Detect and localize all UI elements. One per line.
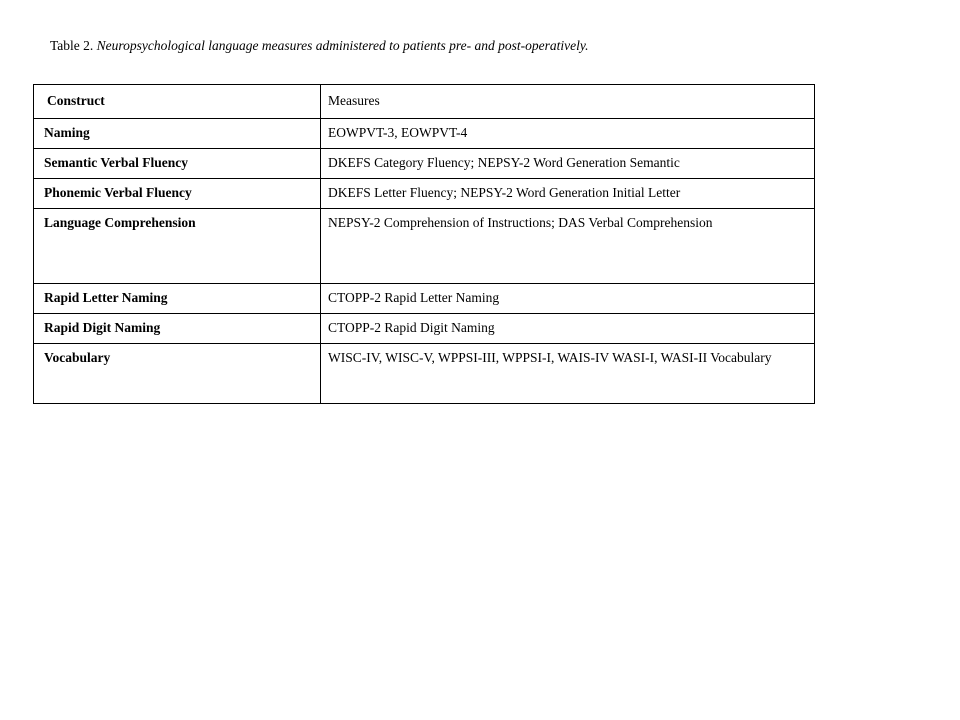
table-row xyxy=(34,178,815,208)
table-row xyxy=(34,148,815,178)
cell-construct: Naming xyxy=(34,118,321,148)
cell-measures xyxy=(321,344,815,404)
cell-measures: CTOPP-2 Rapid Digit Naming xyxy=(321,314,815,344)
caption-label: Table 2. xyxy=(50,38,94,53)
language-measures-table xyxy=(33,84,815,404)
table-row xyxy=(34,284,815,314)
cell-measures: EOWPVT-3, EOWPVT-4 xyxy=(321,118,815,148)
table-row xyxy=(34,208,815,284)
caption-text: Neuropsychological language measures administered to patients pre- and post-operatively. xyxy=(96,38,589,53)
column-header-construct: Construct xyxy=(34,85,321,119)
cell-spacer xyxy=(44,231,312,277)
cell-measures: DKEFS Letter Fluency; NEPSY-2 Word Generation Initial Letter xyxy=(321,178,815,208)
cell-construct-text: Vocabulary xyxy=(44,350,111,366)
cell-measures-text: WISC-IV, WISC-V, WPPSI-III, WPPSI-I, WAIS-IV WASI-I, WASI-II Vocabulary xyxy=(328,350,772,366)
table-row xyxy=(34,118,815,148)
table-row xyxy=(34,344,815,404)
cell-measures: CTOPP-2 Rapid Letter Naming xyxy=(321,284,815,314)
cell-construct: Rapid Letter Naming xyxy=(34,284,321,314)
table-caption xyxy=(50,38,588,54)
cell-spacer xyxy=(328,367,806,397)
cell-measures: DKEFS Category Fluency; NEPSY-2 Word Generation Semantic xyxy=(321,148,815,178)
cell-measures: NEPSY-2 Comprehension of Instructions; DAS Verbal Comprehension xyxy=(321,208,815,284)
cell-construct: Semantic Verbal Fluency xyxy=(34,148,321,178)
table-header-row xyxy=(34,85,815,119)
cell-construct xyxy=(34,208,321,284)
column-header-measures: Measures xyxy=(321,85,815,119)
cell-construct-text: Language Comprehension xyxy=(44,214,196,230)
cell-spacer xyxy=(44,367,312,397)
cell-construct: Phonemic Verbal Fluency xyxy=(34,178,321,208)
cell-construct xyxy=(34,344,321,404)
cell-construct: Rapid Digit Naming xyxy=(34,314,321,344)
table-row xyxy=(34,314,815,344)
